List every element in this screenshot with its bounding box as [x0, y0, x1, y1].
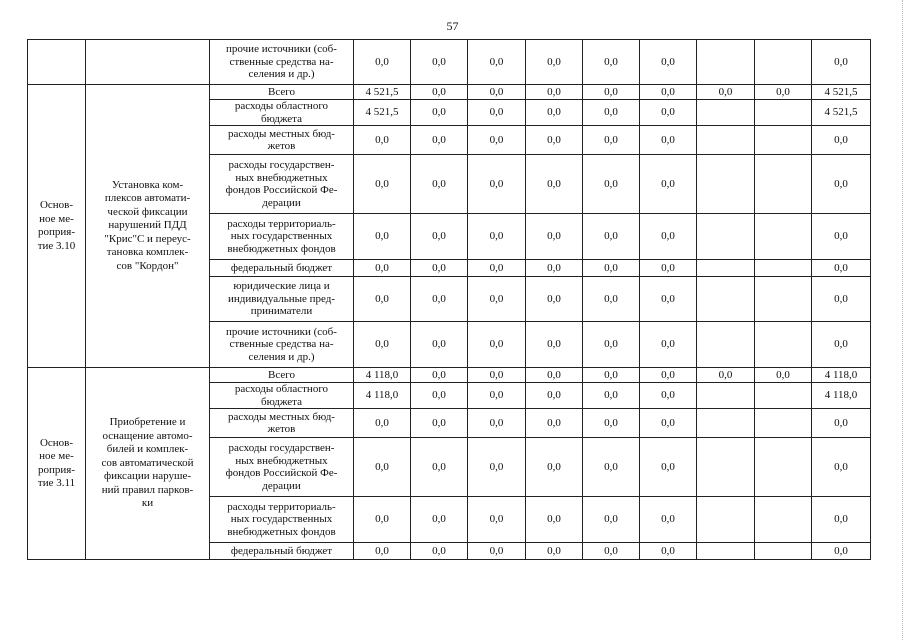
value-cell	[755, 497, 812, 543]
value-cell: 0,0	[640, 100, 697, 126]
value-cell: 0,0	[697, 85, 755, 100]
value-cell: 0,0	[411, 126, 468, 155]
value-cell: 0,0	[468, 322, 526, 368]
value-cell: 0,0	[411, 322, 468, 368]
value-cell	[755, 322, 812, 368]
value-cell: 0,0	[583, 155, 640, 214]
value-cell	[755, 100, 812, 126]
value-cell: 0,0	[583, 126, 640, 155]
value-cell: 0,0	[411, 497, 468, 543]
value-cell: 0,0	[640, 260, 697, 277]
value-cell	[755, 277, 812, 322]
value-cell: 0,0	[468, 214, 526, 260]
value-cell: 0,0	[526, 100, 583, 126]
value-cell: 0,0	[812, 277, 871, 322]
value-cell: 0,0	[411, 368, 468, 383]
value-cell: 0,0	[697, 368, 755, 383]
funding-source: юридические лица и индивидуальные пред- приниматели	[210, 277, 354, 322]
value-cell: 0,0	[640, 85, 697, 100]
value-cell: 0,0	[411, 40, 468, 85]
value-cell: 4 521,5	[812, 85, 871, 100]
value-cell	[697, 383, 755, 409]
value-cell	[755, 214, 812, 260]
value-cell: 0,0	[583, 497, 640, 543]
value-cell: 0,0	[526, 543, 583, 560]
value-cell	[755, 438, 812, 497]
value-cell	[697, 497, 755, 543]
value-cell	[697, 155, 755, 214]
table-row	[28, 368, 871, 383]
funding-source: федеральный бюджет	[210, 260, 354, 277]
value-cell: 0,0	[812, 409, 871, 438]
value-cell: 4 118,0	[812, 383, 871, 409]
value-cell: 0,0	[468, 277, 526, 322]
value-cell: 0,0	[583, 277, 640, 322]
value-cell: 0,0	[640, 497, 697, 543]
value-cell: 0,0	[354, 543, 411, 560]
value-cell: 0,0	[468, 368, 526, 383]
value-cell	[697, 260, 755, 277]
value-cell: 0,0	[411, 155, 468, 214]
value-cell: 0,0	[812, 40, 871, 85]
value-cell	[755, 40, 812, 85]
value-cell: 0,0	[583, 543, 640, 560]
value-cell: 0,0	[354, 260, 411, 277]
value-cell: 0,0	[812, 497, 871, 543]
value-cell	[755, 155, 812, 214]
value-cell: 4 118,0	[354, 368, 411, 383]
value-cell: 0,0	[526, 368, 583, 383]
value-cell: 0,0	[812, 155, 871, 214]
value-cell	[755, 126, 812, 155]
value-cell: 0,0	[583, 260, 640, 277]
value-cell	[755, 383, 812, 409]
value-cell: 0,0	[468, 409, 526, 438]
value-cell: 0,0	[812, 260, 871, 277]
funding-source: Всего	[210, 368, 354, 383]
funding-source: расходы местных бюд- жетов	[210, 409, 354, 438]
value-cell: 0,0	[411, 409, 468, 438]
page-edge-divider	[902, 0, 903, 640]
value-cell: 0,0	[526, 40, 583, 85]
value-cell: 0,0	[411, 214, 468, 260]
funding-source: федеральный бюджет	[210, 543, 354, 560]
value-cell: 0,0	[812, 214, 871, 260]
value-cell: 0,0	[812, 322, 871, 368]
value-cell: 0,0	[411, 383, 468, 409]
value-cell	[755, 260, 812, 277]
value-cell: 0,0	[812, 126, 871, 155]
value-cell: 0,0	[354, 497, 411, 543]
value-cell: 0,0	[640, 214, 697, 260]
funding-source: расходы областного бюджета	[210, 383, 354, 409]
value-cell: 0,0	[640, 277, 697, 322]
table-row	[28, 40, 871, 85]
funding-source: расходы территориаль- ных государственных внебюджетных фондов	[210, 214, 354, 260]
value-cell: 0,0	[812, 543, 871, 560]
value-cell: 0,0	[354, 40, 411, 85]
funding-source: Всего	[210, 85, 354, 100]
activity-code: Основ- ное ме- роприя- тие 3.11	[28, 368, 86, 560]
value-cell: 0,0	[640, 409, 697, 438]
value-cell: 0,0	[468, 126, 526, 155]
value-cell: 0,0	[468, 260, 526, 277]
activity-title: Установка ком- плексов автомати- ческой фиксации нарушений ПДД "Крис"С и переус- тановка комплек- сов "Кордон"	[86, 85, 210, 368]
value-cell	[697, 543, 755, 560]
value-cell: 0,0	[354, 438, 411, 497]
funding-source: расходы областного бюджета	[210, 100, 354, 126]
value-cell: 4 521,5	[354, 85, 411, 100]
value-cell: 0,0	[411, 438, 468, 497]
value-cell: 0,0	[411, 277, 468, 322]
value-cell: 0,0	[354, 322, 411, 368]
value-cell: 0,0	[468, 100, 526, 126]
value-cell: 0,0	[526, 126, 583, 155]
value-cell	[697, 322, 755, 368]
value-cell	[697, 277, 755, 322]
activity-code	[28, 40, 86, 85]
funding-source: расходы государствен- ных внебюджетных фондов Российской Фе- дерации	[210, 155, 354, 214]
value-cell: 0,0	[526, 409, 583, 438]
value-cell: 0,0	[583, 85, 640, 100]
value-cell: 0,0	[411, 260, 468, 277]
value-cell: 0,0	[411, 85, 468, 100]
value-cell: 0,0	[640, 543, 697, 560]
value-cell: 0,0	[468, 543, 526, 560]
value-cell: 4 521,5	[812, 100, 871, 126]
budget-table	[27, 39, 871, 560]
value-cell: 0,0	[468, 40, 526, 85]
table-row	[28, 85, 871, 100]
funding-source: расходы государствен- ных внебюджетных фондов Российской Фе- дерации	[210, 438, 354, 497]
value-cell: 0,0	[526, 277, 583, 322]
value-cell	[697, 438, 755, 497]
value-cell: 0,0	[526, 214, 583, 260]
value-cell: 0,0	[468, 497, 526, 543]
value-cell: 0,0	[468, 155, 526, 214]
value-cell	[697, 100, 755, 126]
value-cell: 0,0	[526, 322, 583, 368]
activity-title	[86, 40, 210, 85]
activity-code: Основ- ное ме- роприя- тие 3.10	[28, 85, 86, 368]
value-cell: 0,0	[583, 409, 640, 438]
value-cell	[697, 40, 755, 85]
activity-title: Приобретение и оснащение автомо- билей и комплек- сов автоматической фиксации наруше- ний правил парков- ки	[86, 368, 210, 560]
value-cell: 0,0	[468, 438, 526, 497]
value-cell	[697, 214, 755, 260]
funding-source: расходы территориаль- ных государственных внебюджетных фондов	[210, 497, 354, 543]
value-cell: 0,0	[526, 260, 583, 277]
value-cell: 0,0	[354, 409, 411, 438]
value-cell: 0,0	[354, 126, 411, 155]
value-cell: 0,0	[583, 383, 640, 409]
value-cell: 0,0	[583, 438, 640, 497]
value-cell	[697, 409, 755, 438]
value-cell: 0,0	[640, 383, 697, 409]
page-number: 57	[446, 19, 459, 33]
value-cell: 4 521,5	[354, 100, 411, 126]
value-cell: 0,0	[354, 155, 411, 214]
value-cell: 0,0	[583, 322, 640, 368]
value-cell: 0,0	[640, 126, 697, 155]
value-cell: 0,0	[583, 214, 640, 260]
value-cell: 0,0	[640, 438, 697, 497]
value-cell: 0,0	[526, 155, 583, 214]
value-cell: 0,0	[755, 85, 812, 100]
value-cell: 0,0	[583, 368, 640, 383]
value-cell: 0,0	[583, 100, 640, 126]
value-cell	[755, 409, 812, 438]
value-cell: 0,0	[640, 322, 697, 368]
value-cell: 0,0	[411, 543, 468, 560]
funding-source: прочие источники (соб- ственные средства на- селения и др.)	[210, 322, 354, 368]
value-cell: 0,0	[354, 214, 411, 260]
value-cell: 0,0	[640, 155, 697, 214]
value-cell: 0,0	[640, 40, 697, 85]
value-cell: 0,0	[468, 383, 526, 409]
value-cell: 0,0	[411, 100, 468, 126]
value-cell: 0,0	[526, 383, 583, 409]
value-cell: 0,0	[755, 368, 812, 383]
funding-source: расходы местных бюд- жетов	[210, 126, 354, 155]
value-cell: 4 118,0	[354, 383, 411, 409]
value-cell: 0,0	[354, 277, 411, 322]
value-cell: 0,0	[583, 40, 640, 85]
value-cell	[755, 543, 812, 560]
value-cell	[697, 126, 755, 155]
funding-source: прочие источники (соб- ственные средства на- селения и др.)	[210, 40, 354, 85]
value-cell: 0,0	[468, 85, 526, 100]
value-cell: 4 118,0	[812, 368, 871, 383]
value-cell: 0,0	[526, 497, 583, 543]
value-cell: 0,0	[812, 438, 871, 497]
value-cell: 0,0	[526, 438, 583, 497]
value-cell: 0,0	[640, 368, 697, 383]
value-cell: 0,0	[526, 85, 583, 100]
